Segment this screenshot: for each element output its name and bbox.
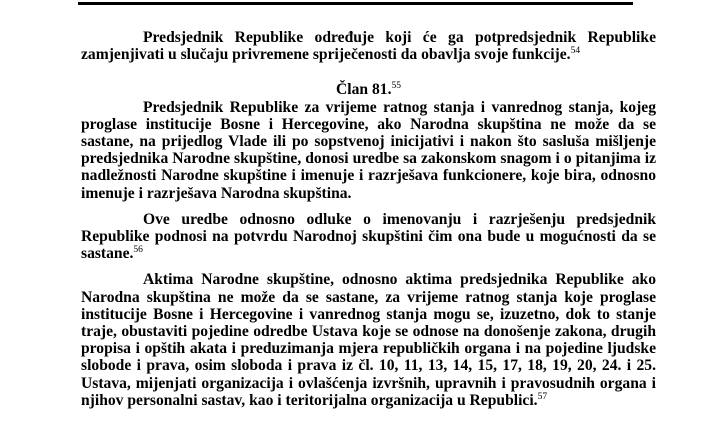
top-rule-divider (78, 2, 633, 5)
footnote-ref-54[interactable]: 54 (570, 46, 581, 57)
paragraph-text: Predsjednik Republike za vrijeme ratnog stanja i vanrednog stanja, kojeg proglase institucije Bosne i Hercegovine, ako Narodna skupština ne može da se sastane, na prijedlog Vlade ili po sopstvenoj inicijativi i nakon što sasluša mišljenje predsjednika Narodne skupštine, donosi uredbe sa zakonskom snagom i o pitanjima iz nadležnosti Narodne skupštine i imenuje i razrješava funkcionere, koje bira, odnosno imenuje i razrješava Narodna skupština. (81, 98, 656, 202)
paragraph-text: Predsjednik Republike određuje koji će ga potpredsjednik Republike zamjenjivati u slučaju privremene spriječenosti da obavlja svoje funkcije. (81, 29, 656, 64)
article-paragraph-2 (81, 211, 656, 263)
article-heading (81, 81, 656, 98)
article-title: Član 81. (336, 81, 392, 99)
footnote-ref-57[interactable]: 57 (537, 391, 548, 402)
document-page (81, 29, 656, 409)
paragraph-substitute-president (81, 29, 656, 63)
paragraph-text: Aktima Narodne skupštine, odnosno aktima predsjednika Republike ako Narodna skupština ne može da se sastane, za vrijeme ratnog stanja koje proglase institucije Bosne i Hercegovine i vanrednog stanja mogu se, izuzetno, dok to stanje traje, obustaviti pojedine odredbe Ustava koje se odnose na donošenje zakona, drugih propisa i opštih akata i preduzimanja mjera republičkih organa i na pojedine ljudske slobode i prava, osim sloboda i prava iz čl. 10, 11, 13, 14, 15, 17, 18, 19, 20, 24. i 25. Ustava, mijenjati organizacija i ovlašćenja izvršnih, upravnih i pravosudnih organa i njihov personalni sastav, kao i teritorijalna organizacija u Republici. (81, 271, 656, 409)
paragraph-text: Ove uredbe odnosno odluke o imenovanju i razrješenju predsjednik Republike podnosi na potvrdu Narodnoj skupštini čim ona bude u mogućnosti da se sastane. (81, 210, 656, 263)
footnote-ref-55[interactable]: 55 (391, 81, 401, 92)
article-paragraph-3 (81, 271, 656, 409)
article-paragraph-1 (81, 99, 656, 202)
footnote-ref-56[interactable]: 56 (133, 245, 143, 256)
